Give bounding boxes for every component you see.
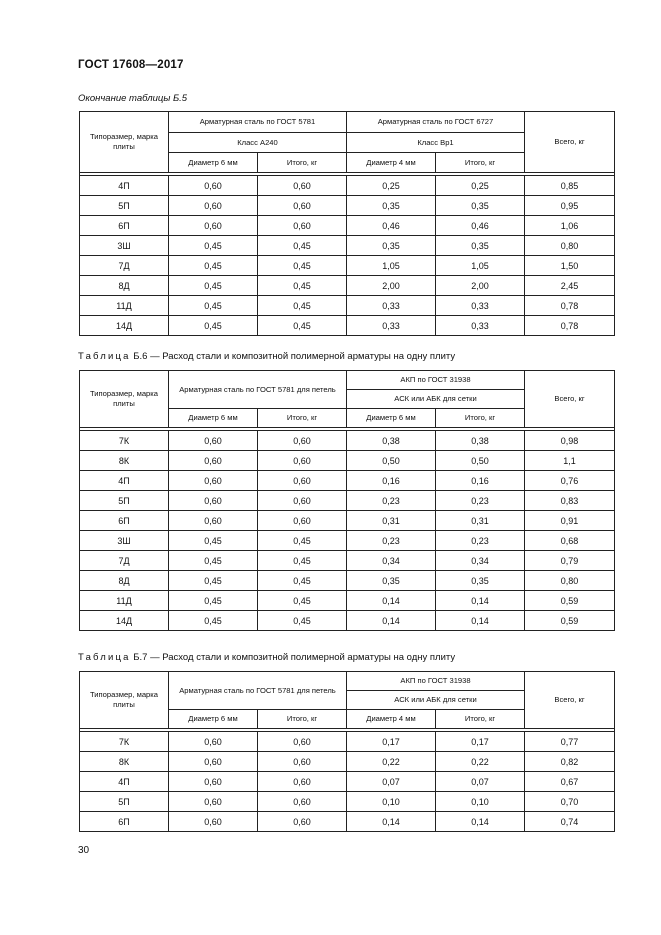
table-row bbox=[80, 296, 615, 316]
subtotal-1-cell: 0,45 bbox=[258, 531, 347, 551]
diameter-2-cell: 0,14 bbox=[347, 611, 436, 631]
subtotal-2-cell: 0,34 bbox=[436, 551, 525, 571]
type-cell: 11Д bbox=[80, 296, 169, 316]
diameter-2-cell: 0,10 bbox=[347, 792, 436, 812]
type-cell: 4П bbox=[80, 471, 169, 491]
table-row bbox=[80, 792, 615, 812]
total-cell: 0,91 bbox=[525, 511, 615, 531]
diameter-2-cell: 0,33 bbox=[347, 296, 436, 316]
header-diameter-1: Диаметр 6 мм bbox=[169, 153, 258, 173]
subtotal-2-cell: 0,14 bbox=[436, 812, 525, 832]
total-cell: 0,77 bbox=[525, 732, 615, 752]
subtotal-1-cell: 0,45 bbox=[258, 236, 347, 256]
subtotal-2-cell: 0,17 bbox=[436, 732, 525, 752]
type-cell: 8Д bbox=[80, 571, 169, 591]
total-cell: 0,83 bbox=[525, 491, 615, 511]
table-row bbox=[80, 216, 615, 236]
total-cell: 1,50 bbox=[525, 256, 615, 276]
diameter-6-cell: 0,60 bbox=[169, 176, 258, 196]
type-cell: 5П bbox=[80, 792, 169, 812]
subtotal-2-cell: 0,23 bbox=[436, 491, 525, 511]
subtotal-2-cell: 1,05 bbox=[436, 256, 525, 276]
diameter-6-cell: 0,60 bbox=[169, 812, 258, 832]
type-cell: 8Д bbox=[80, 276, 169, 296]
type-cell: 7Д bbox=[80, 551, 169, 571]
table-row bbox=[80, 236, 615, 256]
document-title: ГОСТ 17608—2017 bbox=[78, 59, 184, 71]
table-row bbox=[80, 571, 615, 591]
diameter-6-cell: 0,60 bbox=[169, 491, 258, 511]
header-group-steel-6727: Арматурная сталь по ГОСТ 6727 bbox=[347, 112, 525, 133]
subtotal-2-cell: 0,38 bbox=[436, 431, 525, 451]
subtotal-1-cell: 0,60 bbox=[258, 431, 347, 451]
table-row bbox=[80, 511, 615, 531]
total-cell: 0,95 bbox=[525, 196, 615, 216]
table-row bbox=[80, 551, 615, 571]
header-diameter-1: Диаметр 6 мм bbox=[169, 710, 258, 729]
total-cell: 0,79 bbox=[525, 551, 615, 571]
type-cell: 8К bbox=[80, 451, 169, 471]
subtotal-1-cell: 0,45 bbox=[258, 256, 347, 276]
subtotal-1-cell: 0,45 bbox=[258, 611, 347, 631]
total-cell: 0,78 bbox=[525, 316, 615, 336]
diameter-6-cell: 0,45 bbox=[169, 256, 258, 276]
diameter-2-cell: 0,23 bbox=[347, 531, 436, 551]
table-b7 bbox=[79, 671, 615, 832]
table-row bbox=[80, 256, 615, 276]
header-class-a240: Класс А240 bbox=[169, 133, 347, 153]
subtotal-2-cell: 0,31 bbox=[436, 511, 525, 531]
total-cell: 0,78 bbox=[525, 296, 615, 316]
table-row bbox=[80, 176, 615, 196]
subtotal-2-cell: 0,50 bbox=[436, 451, 525, 471]
table-row bbox=[80, 752, 615, 772]
total-cell: 1,06 bbox=[525, 216, 615, 236]
diameter-2-cell: 1,05 bbox=[347, 256, 436, 276]
header-group-steel-loops: Арматурная сталь по ГОСТ 5781 для петель bbox=[169, 672, 347, 710]
table-b5 bbox=[79, 111, 615, 336]
header-total: Всего, кг bbox=[525, 672, 615, 729]
subtotal-1-cell: 0,60 bbox=[258, 752, 347, 772]
table-row bbox=[80, 316, 615, 336]
diameter-6-cell: 0,60 bbox=[169, 196, 258, 216]
diameter-6-cell: 0,60 bbox=[169, 772, 258, 792]
subtotal-1-cell: 0,60 bbox=[258, 216, 347, 236]
diameter-2-cell: 0,38 bbox=[347, 431, 436, 451]
total-cell: 0,82 bbox=[525, 752, 615, 772]
header-subtotal-2: Итого, кг bbox=[436, 153, 525, 173]
table-row bbox=[80, 276, 615, 296]
type-cell: 14Д bbox=[80, 316, 169, 336]
subtotal-2-cell: 0,35 bbox=[436, 196, 525, 216]
table-b7-caption bbox=[78, 652, 455, 663]
subtotal-2-cell: 0,46 bbox=[436, 216, 525, 236]
subtotal-2-cell: 0,35 bbox=[436, 236, 525, 256]
subtotal-1-cell: 0,45 bbox=[258, 276, 347, 296]
table-row bbox=[80, 772, 615, 792]
table-b7-caption-text: Б.7 — Расход стали и композитной полимерной арматуры на одну плиту bbox=[133, 652, 456, 663]
diameter-2-cell: 0,50 bbox=[347, 451, 436, 471]
total-cell: 0,70 bbox=[525, 792, 615, 812]
table-b7-caption-label: Таблица bbox=[78, 652, 131, 663]
type-cell: 6П bbox=[80, 812, 169, 832]
table-b6-caption bbox=[78, 351, 455, 362]
table-b6-caption-label: Таблица bbox=[78, 351, 131, 362]
total-cell: 1,1 bbox=[525, 451, 615, 471]
subtotal-1-cell: 0,45 bbox=[258, 571, 347, 591]
header-subtotal-1: Итого, кг bbox=[258, 710, 347, 729]
type-cell: 8К bbox=[80, 752, 169, 772]
subtotal-2-cell: 0,33 bbox=[436, 316, 525, 336]
type-cell: 11Д bbox=[80, 591, 169, 611]
subtotal-1-cell: 0,60 bbox=[258, 792, 347, 812]
table-row bbox=[80, 491, 615, 511]
table-b5-caption: Окончание таблицы Б.5 bbox=[78, 93, 188, 104]
header-diameter-1: Диаметр 6 мм bbox=[169, 409, 258, 428]
table-row bbox=[80, 591, 615, 611]
table-row bbox=[80, 732, 615, 752]
diameter-2-cell: 0,35 bbox=[347, 236, 436, 256]
table-row bbox=[80, 431, 615, 451]
table-b5-body bbox=[80, 176, 615, 336]
subtotal-2-cell: 0,22 bbox=[436, 752, 525, 772]
header-type: Типоразмер, марка плиты bbox=[80, 371, 169, 428]
diameter-2-cell: 0,25 bbox=[347, 176, 436, 196]
header-type: Типоразмер, марка плиты bbox=[80, 672, 169, 729]
diameter-6-cell: 0,45 bbox=[169, 571, 258, 591]
header-subtotal-1: Итого, кг bbox=[258, 153, 347, 173]
header-ask-abk: АСК или АБК для сетки bbox=[347, 390, 525, 409]
subtotal-1-cell: 0,60 bbox=[258, 732, 347, 752]
subtotal-2-cell: 0,35 bbox=[436, 571, 525, 591]
table-row bbox=[80, 812, 615, 832]
subtotal-1-cell: 0,45 bbox=[258, 316, 347, 336]
subtotal-1-cell: 0,60 bbox=[258, 471, 347, 491]
page-number: 30 bbox=[78, 845, 90, 856]
subtotal-1-cell: 0,60 bbox=[258, 491, 347, 511]
table-b6 bbox=[79, 370, 615, 631]
subtotal-2-cell: 0,23 bbox=[436, 531, 525, 551]
header-diameter-2: Диаметр 4 мм bbox=[347, 710, 436, 729]
diameter-6-cell: 0,60 bbox=[169, 216, 258, 236]
diameter-6-cell: 0,60 bbox=[169, 792, 258, 812]
subtotal-1-cell: 0,60 bbox=[258, 196, 347, 216]
type-cell: 7К bbox=[80, 431, 169, 451]
diameter-6-cell: 0,60 bbox=[169, 732, 258, 752]
diameter-2-cell: 0,33 bbox=[347, 316, 436, 336]
header-total: Всего, кг bbox=[525, 112, 615, 173]
diameter-2-cell: 0,31 bbox=[347, 511, 436, 531]
diameter-6-cell: 0,45 bbox=[169, 316, 258, 336]
diameter-6-cell: 0,60 bbox=[169, 752, 258, 772]
total-cell: 0,85 bbox=[525, 176, 615, 196]
type-cell: 6П bbox=[80, 216, 169, 236]
type-cell: 3Ш bbox=[80, 531, 169, 551]
header-group-steel-loops: Арматурная сталь по ГОСТ 5781 для петель bbox=[169, 371, 347, 409]
subtotal-2-cell: 0,14 bbox=[436, 591, 525, 611]
header-diameter-2: Диаметр 4 мм bbox=[347, 153, 436, 173]
diameter-6-cell: 0,45 bbox=[169, 236, 258, 256]
type-cell: 5П bbox=[80, 196, 169, 216]
subtotal-1-cell: 0,60 bbox=[258, 812, 347, 832]
diameter-2-cell: 0,35 bbox=[347, 571, 436, 591]
table-row bbox=[80, 451, 615, 471]
subtotal-1-cell: 0,60 bbox=[258, 176, 347, 196]
header-subtotal-2: Итого, кг bbox=[436, 409, 525, 428]
header-group-akp: АКП по ГОСТ 31938 bbox=[347, 371, 525, 390]
diameter-6-cell: 0,45 bbox=[169, 551, 258, 571]
subtotal-1-cell: 0,45 bbox=[258, 551, 347, 571]
total-cell: 0,80 bbox=[525, 571, 615, 591]
diameter-2-cell: 2,00 bbox=[347, 276, 436, 296]
subtotal-1-cell: 0,60 bbox=[258, 511, 347, 531]
total-cell: 2,45 bbox=[525, 276, 615, 296]
type-cell: 14Д bbox=[80, 611, 169, 631]
subtotal-1-cell: 0,60 bbox=[258, 772, 347, 792]
table-row bbox=[80, 471, 615, 491]
type-cell: 4П bbox=[80, 176, 169, 196]
type-cell: 4П bbox=[80, 772, 169, 792]
diameter-2-cell: 0,07 bbox=[347, 772, 436, 792]
subtotal-2-cell: 0,07 bbox=[436, 772, 525, 792]
total-cell: 0,74 bbox=[525, 812, 615, 832]
diameter-2-cell: 0,22 bbox=[347, 752, 436, 772]
type-cell: 3Ш bbox=[80, 236, 169, 256]
subtotal-2-cell: 0,25 bbox=[436, 176, 525, 196]
diameter-6-cell: 0,60 bbox=[169, 511, 258, 531]
subtotal-2-cell: 2,00 bbox=[436, 276, 525, 296]
subtotal-1-cell: 0,45 bbox=[258, 591, 347, 611]
diameter-2-cell: 0,14 bbox=[347, 812, 436, 832]
total-cell: 0,59 bbox=[525, 611, 615, 631]
diameter-6-cell: 0,45 bbox=[169, 531, 258, 551]
table-b7-body bbox=[80, 732, 615, 832]
header-group-steel-5781: Арматурная сталь по ГОСТ 5781 bbox=[169, 112, 347, 133]
header-diameter-2: Диаметр 6 мм bbox=[347, 409, 436, 428]
diameter-2-cell: 0,14 bbox=[347, 591, 436, 611]
header-ask-abk: АСК или АБК для сетки bbox=[347, 691, 525, 710]
total-cell: 0,67 bbox=[525, 772, 615, 792]
type-cell: 5П bbox=[80, 491, 169, 511]
table-b6-body bbox=[80, 431, 615, 631]
header-class-vr1: Класс Вр1 bbox=[347, 133, 525, 153]
diameter-6-cell: 0,45 bbox=[169, 611, 258, 631]
type-cell: 7К bbox=[80, 732, 169, 752]
diameter-2-cell: 0,16 bbox=[347, 471, 436, 491]
diameter-2-cell: 0,34 bbox=[347, 551, 436, 571]
table-row bbox=[80, 611, 615, 631]
subtotal-2-cell: 0,10 bbox=[436, 792, 525, 812]
type-cell: 6П bbox=[80, 511, 169, 531]
diameter-6-cell: 0,60 bbox=[169, 431, 258, 451]
diameter-2-cell: 0,46 bbox=[347, 216, 436, 236]
diameter-6-cell: 0,45 bbox=[169, 591, 258, 611]
header-group-akp: АКП по ГОСТ 31938 bbox=[347, 672, 525, 691]
table-b6-caption-text: Б.6 — Расход стали и композитной полимерной арматуры на одну плиту bbox=[133, 351, 456, 362]
header-total: Всего, кг bbox=[525, 371, 615, 428]
header-subtotal-2: Итого, кг bbox=[436, 710, 525, 729]
diameter-2-cell: 0,35 bbox=[347, 196, 436, 216]
subtotal-2-cell: 0,33 bbox=[436, 296, 525, 316]
diameter-6-cell: 0,45 bbox=[169, 296, 258, 316]
diameter-2-cell: 0,17 bbox=[347, 732, 436, 752]
header-subtotal-1: Итого, кг bbox=[258, 409, 347, 428]
diameter-6-cell: 0,60 bbox=[169, 471, 258, 491]
subtotal-2-cell: 0,16 bbox=[436, 471, 525, 491]
subtotal-1-cell: 0,60 bbox=[258, 451, 347, 471]
table-row bbox=[80, 531, 615, 551]
diameter-2-cell: 0,23 bbox=[347, 491, 436, 511]
total-cell: 0,80 bbox=[525, 236, 615, 256]
table-row bbox=[80, 196, 615, 216]
subtotal-2-cell: 0,14 bbox=[436, 611, 525, 631]
total-cell: 0,98 bbox=[525, 431, 615, 451]
total-cell: 0,68 bbox=[525, 531, 615, 551]
diameter-6-cell: 0,45 bbox=[169, 276, 258, 296]
subtotal-1-cell: 0,45 bbox=[258, 296, 347, 316]
total-cell: 0,59 bbox=[525, 591, 615, 611]
diameter-6-cell: 0,60 bbox=[169, 451, 258, 471]
total-cell: 0,76 bbox=[525, 471, 615, 491]
type-cell: 7Д bbox=[80, 256, 169, 276]
header-type: Типоразмер, марка плиты bbox=[80, 112, 169, 173]
